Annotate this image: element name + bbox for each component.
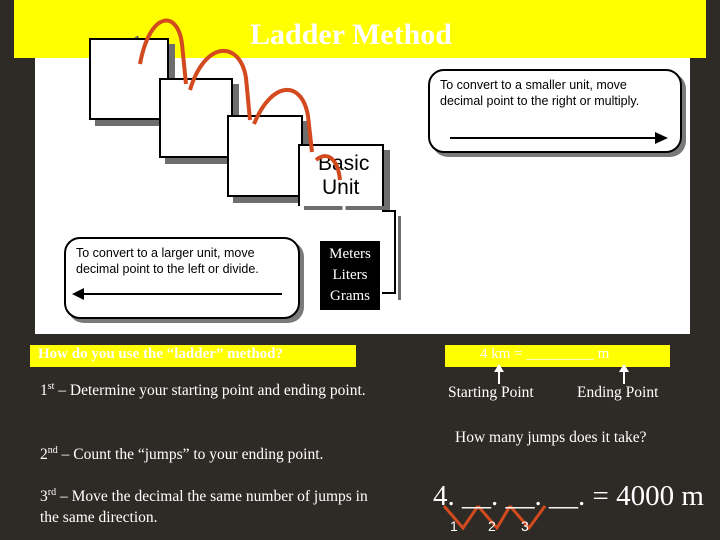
step-1-text: 1st – Determine your starting point and ending point. — [40, 381, 366, 400]
example-equation: 4 km = _________ m — [480, 346, 610, 362]
jump-number-3: 3 — [521, 518, 529, 534]
jumps-question: How many jumps does it take? — [455, 429, 647, 446]
jump-number-1: 1 — [450, 518, 458, 534]
larger-unit-instruction: To convert to a larger unit, move decimal point to the left or divide. — [64, 237, 300, 319]
slide-title: Ladder Method — [250, 18, 452, 51]
jump-number-2: 2 — [488, 518, 496, 534]
ending-point-label: Ending Point — [577, 384, 659, 401]
unit-meters: Meters — [329, 246, 371, 262]
answer-equation: 4. __. __. __. = 4000 m — [433, 480, 704, 512]
unit-grams: Grams — [330, 288, 370, 304]
unit-liters: Liters — [332, 267, 368, 283]
smaller-unit-instruction: To convert to a smaller unit, move decimal point to the right or multiply. — [428, 69, 682, 153]
question-text: How do you use the “ladder” method? — [38, 346, 284, 362]
step-2-text: 2nd – Count the “jumps” to your ending point. — [40, 445, 324, 464]
basic-unit-label: Basic Unit — [318, 152, 370, 199]
step-3-text: 3rd – Move the decimal the same number of jumps in the same direction. — [40, 487, 368, 527]
starting-point-label: Starting Point — [448, 384, 534, 401]
